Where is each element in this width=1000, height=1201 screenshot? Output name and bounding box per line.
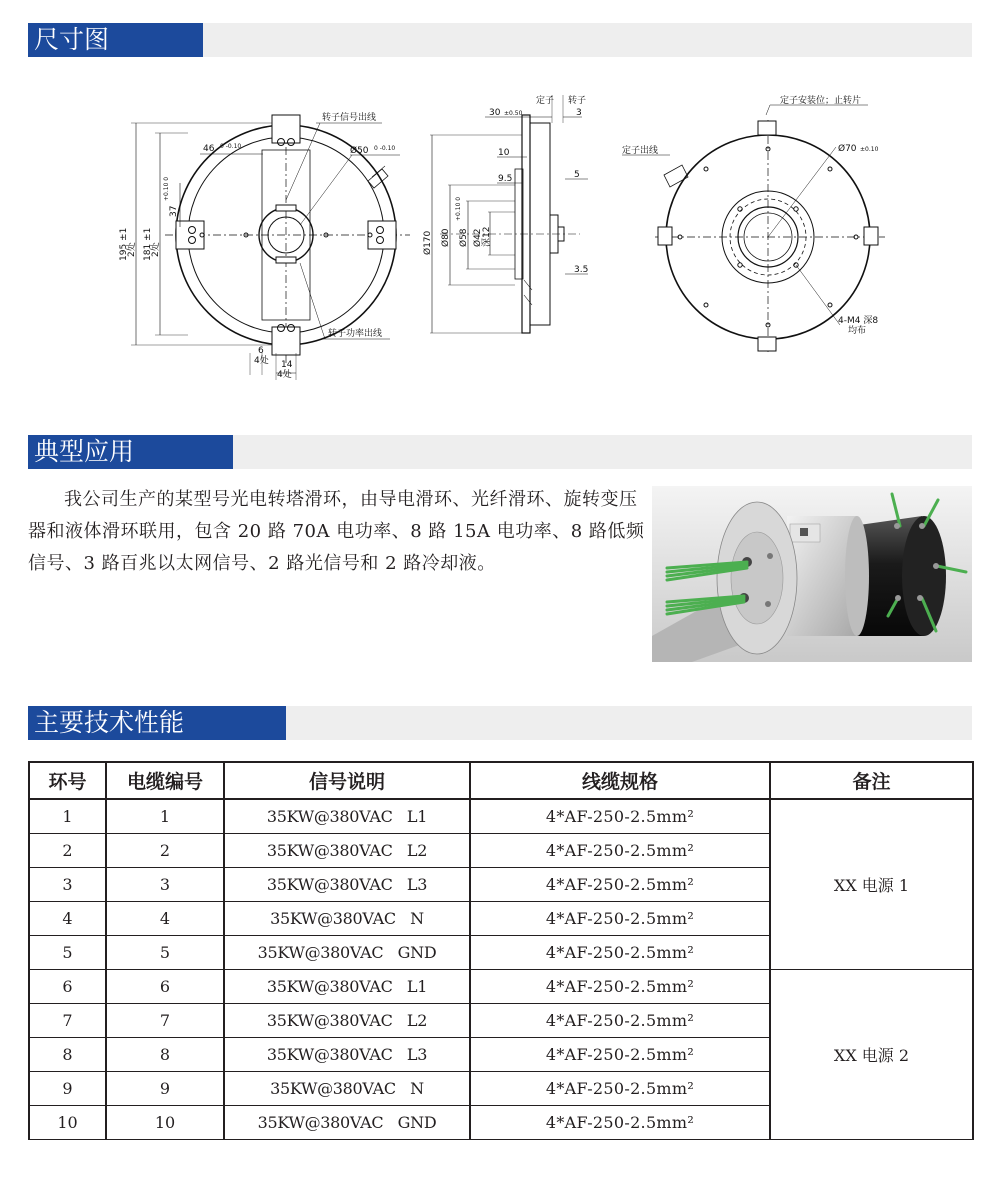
signal-desc: 35KW@380VAC L2 [224, 1004, 470, 1038]
signal-desc: 35KW@380VAC GND [224, 936, 470, 970]
section-title-dimensions: 尺寸图 [28, 23, 203, 57]
dim-6: 6 [258, 346, 264, 356]
cable-spec: 4*AF-250-2.5mm² [470, 936, 770, 970]
ring-no: 4 [29, 902, 106, 936]
cable-no: 5 [106, 936, 224, 970]
cable-no: 7 [106, 1004, 224, 1038]
dim-195-count: 2处 [127, 242, 137, 257]
dia-42: Ø42 [473, 228, 483, 247]
label-rotor-power-out: 转子功率出线 [328, 329, 383, 339]
product-photo [652, 486, 972, 662]
cable-spec: 4*AF-250-2.5mm² [470, 834, 770, 868]
dim-10: 10 [498, 148, 510, 158]
label-stator-mount: 定子安装位；止转片 [780, 96, 862, 106]
label-rotor-signal-out: 转子信号出线 [322, 113, 377, 123]
tol-46: 0 -0.10 [220, 143, 242, 150]
dim-46: 46 [203, 144, 215, 154]
header-remark: 备注 [770, 762, 973, 799]
cable-no: 10 [106, 1106, 224, 1140]
tol-70: ±0.10 [860, 146, 879, 153]
dim-37: 37 [169, 205, 179, 217]
dim-5: 5 [574, 170, 580, 180]
ring-no: 5 [29, 936, 106, 970]
label-rotor: 转子 [568, 96, 587, 106]
table-row [29, 799, 973, 834]
cable-no: 3 [106, 868, 224, 902]
dim-181: 181 ±1 [143, 227, 153, 261]
cable-no: 6 [106, 970, 224, 1004]
signal-desc: 35KW@380VAC N [224, 902, 470, 936]
label-stator-out: 定子出线 [622, 146, 659, 156]
dia-50: Ø50 [350, 146, 369, 156]
section-application-bar [28, 435, 972, 469]
dia-70: Ø70 [838, 144, 857, 154]
cable-no: 2 [106, 834, 224, 868]
cable-spec: 4*AF-250-2.5mm² [470, 1038, 770, 1072]
cable-spec: 4*AF-250-2.5mm² [470, 799, 770, 834]
signal-desc: 35KW@380VAC L3 [224, 868, 470, 902]
signal-desc: 35KW@380VAC L1 [224, 970, 470, 1004]
ring-no: 7 [29, 1004, 106, 1038]
cable-no: 4 [106, 902, 224, 936]
ring-no: 8 [29, 1038, 106, 1072]
dim-14-count: 4处 [277, 370, 292, 380]
ring-no: 9 [29, 1072, 106, 1106]
tol-30: ±0.50 [504, 110, 523, 117]
dim-30: 30 [489, 108, 501, 118]
cable-spec: 4*AF-250-2.5mm² [470, 1106, 770, 1140]
cable-spec: 4*AF-250-2.5mm² [470, 868, 770, 902]
dia-80: Ø80 [441, 228, 451, 247]
signal-desc: 35KW@380VAC L3 [224, 1038, 470, 1072]
table-row [29, 970, 973, 1004]
section-dimensions-bar [28, 23, 972, 57]
dim-14: 14 [281, 360, 293, 370]
ring-no: 1 [29, 799, 106, 834]
header-ring-no: 环号 [29, 762, 106, 799]
technical-drawing-svg [0, 75, 1000, 405]
dim-3-5: 3.5 [574, 265, 589, 275]
cable-spec: 4*AF-250-2.5mm² [470, 1072, 770, 1106]
dim-3: 3 [576, 108, 582, 118]
tol-58: +0.10 0 [455, 196, 462, 221]
dia-170: Ø170 [423, 230, 433, 255]
header-cable-spec: 线缆规格 [470, 762, 770, 799]
ring-no: 10 [29, 1106, 106, 1140]
label-stator: 定子 [536, 96, 555, 106]
table-header-row [29, 762, 973, 799]
ring-no: 6 [29, 970, 106, 1004]
remark-group-2: XX 电源 2 [770, 970, 973, 1140]
ring-no: 3 [29, 868, 106, 902]
cable-spec: 4*AF-250-2.5mm² [470, 1004, 770, 1038]
application-description: 我公司生产的某型号光电转塔滑环，由导电滑环、光纤滑环、旋转变压器和液体滑环联用，包含 20 路 70A 电功率、8 路 15A 电功率、8 路低频信号、3 路百兆以太网信号、2 路光信号和 2 路冷却液。 [28, 489, 645, 574]
dimension-drawing [0, 75, 1000, 405]
section-title-performance: 主要技术性能 [28, 706, 286, 740]
dim-195: 195 ±1 [119, 227, 129, 261]
cable-no: 9 [106, 1072, 224, 1106]
signal-desc: 35KW@380VAC N [224, 1072, 470, 1106]
signal-desc: 35KW@380VAC GND [224, 1106, 470, 1140]
dim-181-count: 2处 [151, 242, 161, 257]
cable-no: 8 [106, 1038, 224, 1072]
cable-no: 1 [106, 799, 224, 834]
dim-6-count: 4处 [254, 356, 269, 366]
remark-group-1: XX 电源 1 [770, 799, 973, 970]
ring-no: 2 [29, 834, 106, 868]
signal-desc: 35KW@380VAC L2 [224, 834, 470, 868]
signal-desc: 35KW@380VAC L1 [224, 799, 470, 834]
cable-spec: 4*AF-250-2.5mm² [470, 902, 770, 936]
performance-table [28, 761, 974, 1140]
dia-58: Ø58 [459, 228, 469, 247]
label-holes-note: 均布 [848, 326, 867, 336]
header-cable-no: 电缆编号 [106, 762, 224, 799]
section-title-application: 典型应用 [28, 435, 233, 469]
tol-50: 0 -0.10 [374, 145, 396, 152]
header-signal: 信号说明 [224, 762, 470, 799]
section-performance-bar [28, 706, 972, 740]
depth-12: 深12 [482, 226, 492, 247]
tol-37: +0.10 0 [163, 176, 170, 201]
cable-spec: 4*AF-250-2.5mm² [470, 970, 770, 1004]
label-holes: 4-M4 深8 [838, 316, 879, 326]
dim-9-5: 9.5 [498, 174, 513, 184]
